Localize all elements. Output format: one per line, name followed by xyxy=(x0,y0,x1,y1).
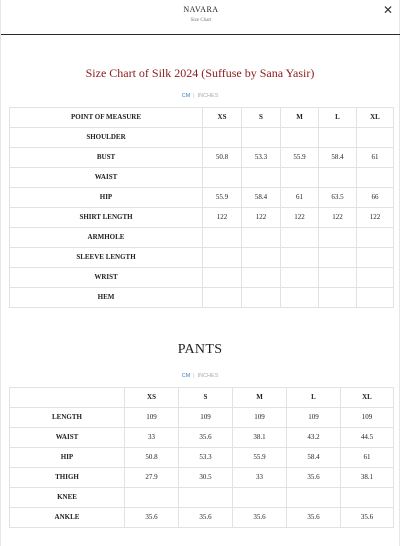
pants-unit-toggle xyxy=(1,373,399,379)
unit-cm-toggle[interactable]: CM xyxy=(181,373,191,379)
table-cell xyxy=(281,248,319,268)
table-row xyxy=(10,448,394,468)
unit-inches-toggle[interactable]: INCHES xyxy=(197,93,219,99)
row-label: WAIST xyxy=(10,168,203,188)
table-cell xyxy=(357,228,394,248)
unit-inches-toggle[interactable]: INCHES xyxy=(197,373,219,379)
table-cell xyxy=(242,268,281,288)
table-row xyxy=(10,428,394,448)
table-cell xyxy=(281,168,319,188)
table-cell xyxy=(341,488,394,508)
brand-name: NAVARA xyxy=(183,5,219,14)
table-row xyxy=(10,208,394,228)
table-cell: 109 xyxy=(233,408,287,428)
table-row xyxy=(10,468,394,488)
unit-toggle xyxy=(1,93,399,99)
column-header: L xyxy=(287,388,341,408)
table-cell: 44.5 xyxy=(341,428,394,448)
table-cell: 58.4 xyxy=(287,448,341,468)
table-cell xyxy=(357,128,394,148)
modal-subtitle: Size Chart xyxy=(190,18,212,23)
pants-title: PANTS xyxy=(177,342,223,357)
table-row xyxy=(10,268,394,288)
table-cell: 122 xyxy=(319,208,357,228)
row-label: LENGTH xyxy=(10,408,125,428)
row-label: HEM xyxy=(10,288,203,308)
unit-separator: | xyxy=(193,93,195,99)
table-row xyxy=(10,288,394,308)
table-cell xyxy=(203,248,242,268)
table-cell xyxy=(203,288,242,308)
table-cell: 109 xyxy=(125,408,179,428)
row-label: SHOULDER xyxy=(10,128,203,148)
column-header: S xyxy=(179,388,233,408)
table-cell: 27.9 xyxy=(125,468,179,488)
row-label: SLEEVE LENGTH xyxy=(10,248,203,268)
column-header: S xyxy=(242,108,281,128)
row-label: ARMHOLE xyxy=(10,228,203,248)
table-cell: 109 xyxy=(179,408,233,428)
table-cell: 122 xyxy=(203,208,242,228)
column-header: XS xyxy=(203,108,242,128)
table-row xyxy=(10,408,394,428)
row-label: KNEE xyxy=(10,488,125,508)
table-cell: 38.1 xyxy=(233,428,287,448)
close-icon[interactable]: ✕ xyxy=(382,3,393,17)
table-cell xyxy=(203,128,242,148)
column-header: M xyxy=(281,108,319,128)
column-header: XS xyxy=(125,388,179,408)
table-cell: 33 xyxy=(125,428,179,448)
table-cell xyxy=(242,248,281,268)
modal-header xyxy=(1,0,400,35)
table-cell xyxy=(357,288,394,308)
table-cell: 63.5 xyxy=(319,188,357,208)
table-cell xyxy=(357,248,394,268)
column-header: POINT OF MEASURE xyxy=(10,108,203,128)
table-cell: 33 xyxy=(233,468,287,488)
table-header-row xyxy=(10,108,394,128)
row-label: HIP xyxy=(10,188,203,208)
table-cell: 109 xyxy=(341,408,394,428)
table-cell xyxy=(357,168,394,188)
table-cell xyxy=(242,128,281,148)
table-cell xyxy=(242,168,281,188)
column-header: M xyxy=(233,388,287,408)
table-cell: 35.6 xyxy=(287,508,341,528)
row-label: WAIST xyxy=(10,428,125,448)
row-label: BUST xyxy=(10,148,203,168)
top-size-table xyxy=(9,107,394,308)
table-cell xyxy=(242,228,281,248)
unit-cm-toggle[interactable]: CM xyxy=(181,93,191,99)
row-label: HIP xyxy=(10,448,125,468)
table-cell: 55.9 xyxy=(203,188,242,208)
table-cell: 35.6 xyxy=(125,508,179,528)
table-cell: 61 xyxy=(341,448,394,468)
table-cell: 58.4 xyxy=(242,188,281,208)
table-cell: 50.8 xyxy=(203,148,242,168)
table-cell xyxy=(203,268,242,288)
table-cell: 55.9 xyxy=(233,448,287,468)
table-cell: 43.2 xyxy=(287,428,341,448)
column-header: XL xyxy=(357,108,394,128)
table-cell xyxy=(281,228,319,248)
table-cell: 35.6 xyxy=(287,468,341,488)
column-header xyxy=(10,388,125,408)
table-cell xyxy=(287,488,341,508)
table-cell: 61 xyxy=(357,148,394,168)
table-cell xyxy=(319,248,357,268)
table-cell: 53.3 xyxy=(179,448,233,468)
table-row xyxy=(10,248,394,268)
table-cell xyxy=(233,488,287,508)
table-cell xyxy=(319,268,357,288)
table-cell: 55.9 xyxy=(281,148,319,168)
table-cell xyxy=(179,488,233,508)
table-cell xyxy=(281,268,319,288)
table-cell xyxy=(203,228,242,248)
pants-size-table xyxy=(9,387,394,528)
unit-separator: | xyxy=(193,373,195,379)
table-cell xyxy=(319,168,357,188)
table-cell xyxy=(281,128,319,148)
row-label: THIGH xyxy=(10,468,125,488)
table-cell: 66 xyxy=(357,188,394,208)
table-cell: 122 xyxy=(281,208,319,228)
table-cell: 122 xyxy=(242,208,281,228)
table-row xyxy=(10,188,394,208)
table-cell: 61 xyxy=(281,188,319,208)
table-cell: 53.3 xyxy=(242,148,281,168)
table-cell: 35.6 xyxy=(179,428,233,448)
table-cell xyxy=(319,288,357,308)
table-cell: 35.6 xyxy=(179,508,233,528)
table-row xyxy=(10,228,394,248)
table-cell: 35.6 xyxy=(233,508,287,528)
table-cell xyxy=(319,128,357,148)
table-cell xyxy=(125,488,179,508)
column-header: L xyxy=(319,108,357,128)
table-row xyxy=(10,148,394,168)
table-row xyxy=(10,168,394,188)
row-label: WRIST xyxy=(10,268,203,288)
table-cell: 122 xyxy=(357,208,394,228)
table-cell xyxy=(203,168,242,188)
table-cell: 58.4 xyxy=(319,148,357,168)
table-row xyxy=(10,488,394,508)
row-label: ANKLE xyxy=(10,508,125,528)
row-label: SHIRT LENGTH xyxy=(10,208,203,228)
table-row xyxy=(10,128,394,148)
table-cell: 30.5 xyxy=(179,468,233,488)
table-cell xyxy=(319,228,357,248)
table-cell: 50.8 xyxy=(125,448,179,468)
table-header-row xyxy=(10,388,394,408)
table-cell: 38.1 xyxy=(341,468,394,488)
table-cell xyxy=(242,288,281,308)
table-row xyxy=(10,508,394,528)
table-cell: 35.6 xyxy=(341,508,394,528)
table-cell xyxy=(281,288,319,308)
size-chart-title: Size Chart of Silk 2024 (Suffuse by Sana Yasir) xyxy=(85,66,315,80)
column-header: XL xyxy=(341,388,394,408)
table-cell xyxy=(357,268,394,288)
table-cell: 109 xyxy=(287,408,341,428)
